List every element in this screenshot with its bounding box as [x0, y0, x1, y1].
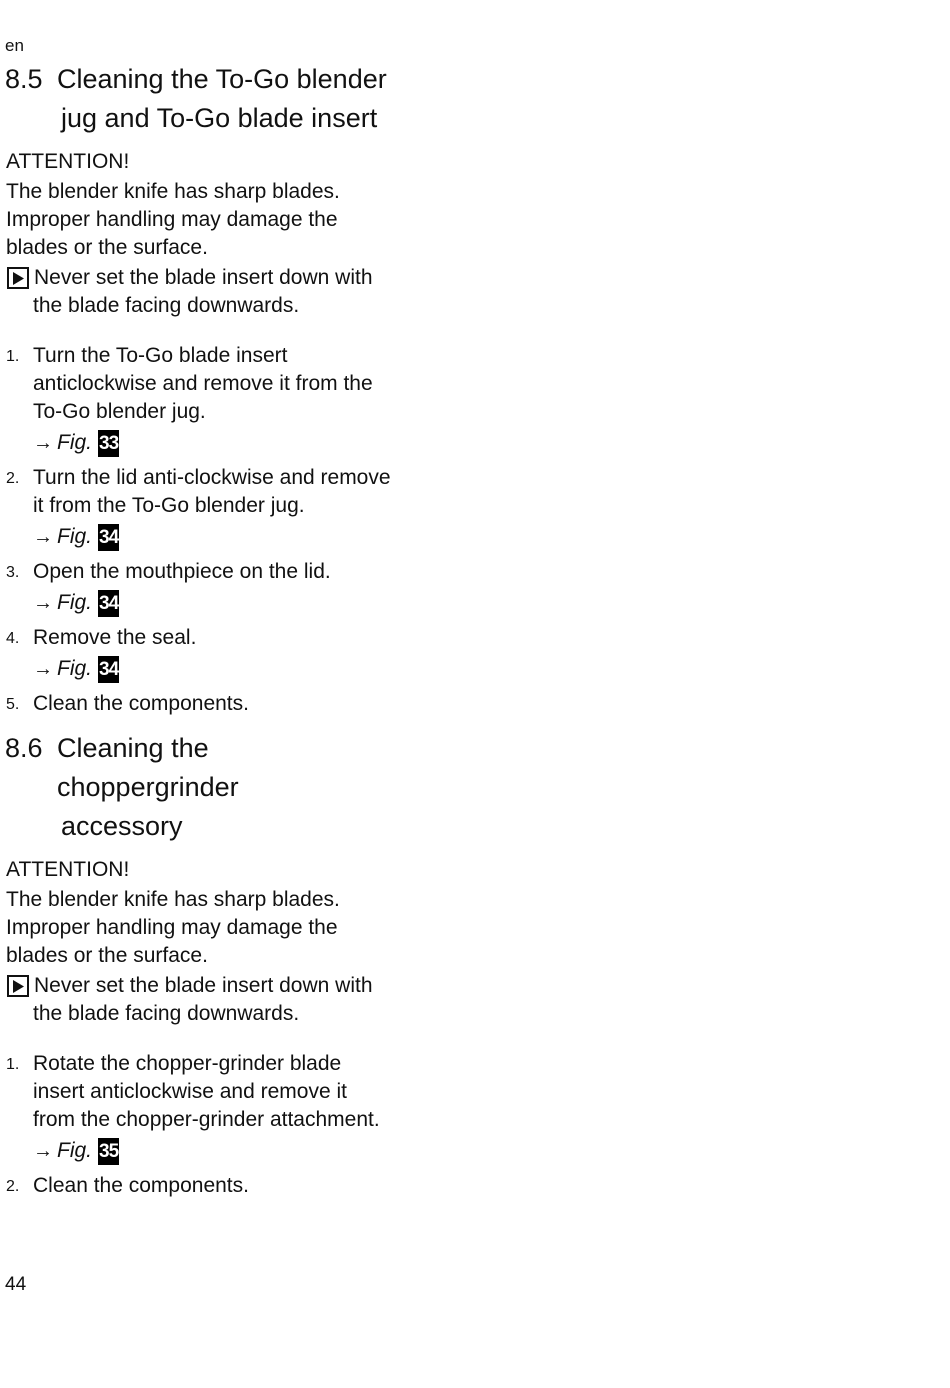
section-title	[57, 60, 397, 138]
step-body	[33, 690, 433, 719]
step-number: 1.	[6, 1056, 20, 1073]
figure-reference	[33, 428, 433, 458]
instruction-note	[7, 972, 440, 1028]
warning-text-line: Improper handling may damage the	[6, 916, 338, 939]
step-number: 1.	[6, 348, 20, 365]
section-heading	[5, 60, 440, 138]
step-number: 3.	[6, 564, 20, 581]
play-arrow-icon	[7, 975, 29, 997]
step-body	[33, 464, 433, 552]
arrow-right-icon: →	[33, 658, 53, 680]
figure-number-badge: 35	[98, 1138, 119, 1165]
step-text-line: Open the mouthpiece on the lid.	[33, 560, 331, 583]
step-body	[33, 558, 433, 618]
step-number: 4.	[6, 630, 20, 647]
figure-label: Fig.	[57, 1139, 93, 1162]
instruction-text-line: the blade facing downwards.	[33, 294, 300, 317]
step-item	[6, 624, 440, 684]
arrow-right-icon: →	[33, 1140, 53, 1162]
warning-text-line: Improper handling may damage the	[6, 208, 338, 231]
instruction-text	[34, 264, 424, 320]
steps-list	[0, 342, 440, 719]
figure-label: Fig.	[57, 431, 93, 454]
attention-label: ATTENTION!	[6, 150, 130, 173]
arrow-right-icon: →	[33, 432, 53, 454]
attention-label: ATTENTION!	[6, 858, 130, 881]
step-body	[33, 624, 433, 684]
step-item	[6, 464, 440, 552]
step-item	[6, 558, 440, 618]
section-8-5	[0, 60, 440, 725]
instruction-text-line: the blade facing downwards.	[33, 1002, 300, 1025]
section-number: 8.5	[5, 64, 43, 94]
step-text-line: Clean the components.	[33, 692, 249, 715]
step-number: 2.	[6, 470, 20, 487]
figure-number-badge: 34	[98, 524, 119, 551]
figure-reference	[33, 522, 433, 552]
step-item	[6, 1050, 440, 1166]
warning-text-line: blades or the surface.	[6, 236, 208, 259]
language-code: en	[5, 36, 24, 55]
section-8-6	[0, 729, 440, 1207]
step-text-line: Turn the To-Go blade insert	[33, 344, 288, 367]
step-text-line: anticlockwise and remove it from the	[33, 372, 373, 395]
instruction-text-line: Never set the blade insert down with	[34, 266, 373, 289]
arrow-right-icon: →	[33, 526, 53, 548]
play-arrow-icon	[7, 267, 29, 289]
page-number: 44	[5, 1274, 27, 1295]
figure-number-badge: 34	[98, 656, 119, 683]
step-body	[33, 342, 433, 458]
figure-number-badge: 34	[98, 590, 119, 617]
step-text-line: To-Go blender jug.	[33, 400, 206, 423]
step-item	[6, 690, 440, 719]
section-title-line: Cleaning the To-Go blender	[57, 64, 387, 94]
section-title-line: jug and To-Go blade insert	[61, 103, 378, 133]
step-number: 2.	[6, 1178, 20, 1195]
instruction-text-line: Never set the blade insert down with	[34, 974, 373, 997]
step-item	[6, 342, 440, 458]
steps-list	[0, 1050, 440, 1201]
section-heading	[5, 729, 440, 846]
step-body	[33, 1172, 433, 1201]
section-title-line: accessory	[61, 811, 183, 841]
figure-reference	[33, 654, 433, 684]
step-number: 5.	[6, 696, 20, 713]
step-text-line: Clean the components.	[33, 1174, 249, 1197]
section-title-line: Cleaning the choppergrinder	[57, 733, 239, 802]
step-body	[33, 1050, 433, 1166]
step-text-line: Rotate the chopper-grinder blade	[33, 1052, 342, 1075]
figure-label: Fig.	[57, 591, 93, 614]
step-text-line: from the chopper-grinder attachment.	[33, 1108, 380, 1131]
warning-text-line: blades or the surface.	[6, 944, 208, 967]
step-text-line: it from the To-Go blender jug.	[33, 494, 305, 517]
step-item	[6, 1172, 440, 1201]
warning-text-line: The blender knife has sharp blades.	[6, 888, 340, 911]
warning-text-line: The blender knife has sharp blades.	[6, 180, 340, 203]
step-text-line: Remove the seal.	[33, 626, 197, 649]
figure-reference	[33, 1136, 433, 1166]
arrow-right-icon: →	[33, 592, 53, 614]
step-text-line: Turn the lid anti-clockwise and remove	[33, 466, 391, 489]
instruction-note	[7, 264, 440, 320]
step-text-line: insert anticlockwise and remove it	[33, 1080, 347, 1103]
figure-label: Fig.	[57, 525, 93, 548]
section-title	[57, 729, 397, 846]
figure-label: Fig.	[57, 657, 93, 680]
instruction-text	[34, 972, 424, 1028]
section-number: 8.6	[5, 733, 43, 763]
figure-reference	[33, 588, 433, 618]
figure-number-badge: 33	[98, 430, 119, 457]
